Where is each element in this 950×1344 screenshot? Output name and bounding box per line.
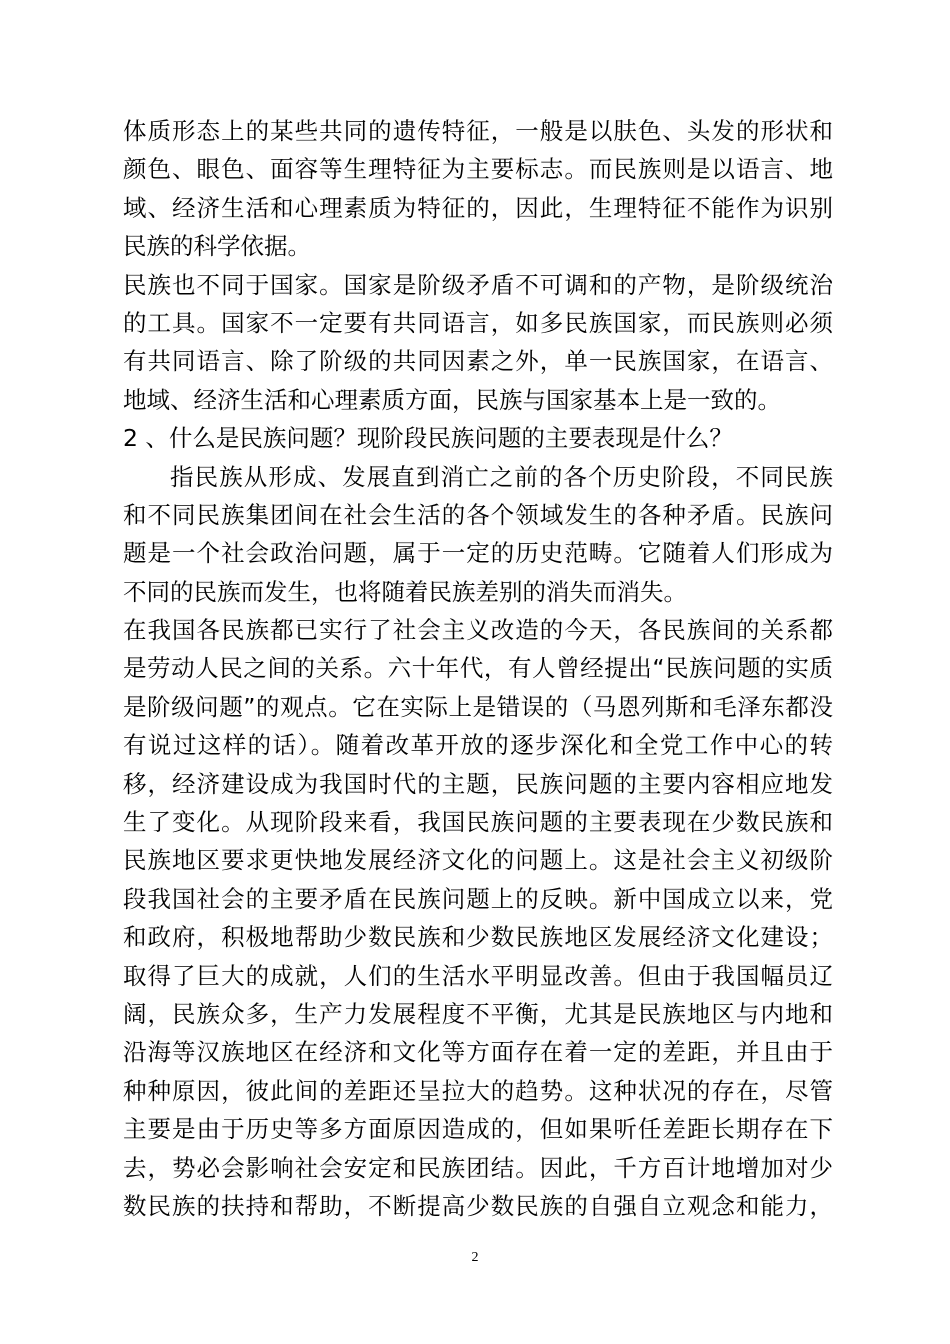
body-text (123, 112, 833, 1225)
text-line: 种种原因，彼此间的差距还呈拉大的趋势。这种状况的存在，尽管 (123, 1076, 833, 1105)
text-line: 指民族从形成、发展直到消亡之前的各个历史阶段，不同民族 (170, 462, 833, 491)
text-line: 阔，民族众多，生产力发展程度不平衡，尤其是民族地区与内地和 (123, 999, 833, 1028)
text-line: 是劳动人民之间的关系。六十年代，有人曾经提出“民族问题的实质 (123, 654, 833, 683)
text-line: 民族的科学依据。 (123, 232, 311, 261)
text-line: 民族也不同于国家。国家是阶级矛盾不可调和的产物，是阶级统治 (123, 270, 833, 299)
text-line: 题是一个社会政治问题，属于一定的历史范畴。它随着人们形成为 (123, 539, 833, 568)
section-heading: 2 、什么是民族问题？现阶段民族问题的主要表现是什么？ (123, 424, 733, 453)
text-line: 生了变化。从现阶段来看，我国民族问题的主要表现在少数民族和 (123, 808, 833, 837)
text-line: 和政府，积极地帮助少数民族和少数民族地区发展经济文化建设； (123, 923, 833, 952)
text-line: 去，势必会影响社会安定和民族团结。因此，千方百计地增加对少 (123, 1153, 833, 1182)
text-line: 域、经济生活和心理素质为特征的，因此，生理特征不能作为识别 (123, 193, 833, 222)
text-line: 段我国社会的主要矛盾在民族问题上的反映。新中国成立以来，党 (123, 884, 833, 913)
text-line: 地域、经济生活和心理素质方面，民族与国家基本上是一致的。 (123, 385, 781, 414)
text-line: 在我国各民族都已实行了社会主义改造的今天，各民族间的关系都 (123, 616, 833, 645)
text-line: 是阶级问题”的观点。它在实际上是错误的（马恩列斯和毛泽东都没 (123, 692, 833, 721)
text-line: 有说过这样的话）。随着改革开放的逐步深化和全党工作中心的转 (123, 731, 833, 760)
text-line: 颜色、眼色、面容等生理特征为主要标志。而民族则是以语言、地 (123, 155, 833, 184)
text-line: 移，经济建设成为我国时代的主题，民族问题的主要内容相应地发 (123, 769, 833, 798)
text-line: 体质形态上的某些共同的遗传特征，一般是以肤色、头发的形状和 (123, 117, 833, 145)
text-line: 不同的民族而发生，也将随着民族差别的消失而消失。 (123, 577, 687, 606)
page-number: 2 (471, 1250, 479, 1265)
text-line: 的工具。国家不一定要有共同语言，如多民族国家，而民族则必须 (123, 308, 833, 337)
text-line: 取得了巨大的成就，人们的生活水平明显改善。但由于我国幅员辽 (123, 961, 833, 990)
text-line: 和不同民族集团间在社会生活的各个领域发生的各种矛盾。民族问 (123, 500, 833, 529)
text-line: 民族地区要求更快地发展经济文化的问题上。这是社会主义初级阶 (123, 846, 833, 875)
text-line: 有共同语言、除了阶级的共同因素之外，单一民族国家，在语言、 (123, 347, 833, 376)
text-line: 数民族的扶持和帮助，不断提高少数民族的自强自立观念和能力， (123, 1191, 833, 1220)
text-line: 沿海等汉族地区在经济和文化等方面存在着一定的差距，并且由于 (123, 1038, 833, 1067)
text-line: 主要是由于历史等多方面原因造成的，但如果听任差距长期存在下 (123, 1115, 833, 1144)
